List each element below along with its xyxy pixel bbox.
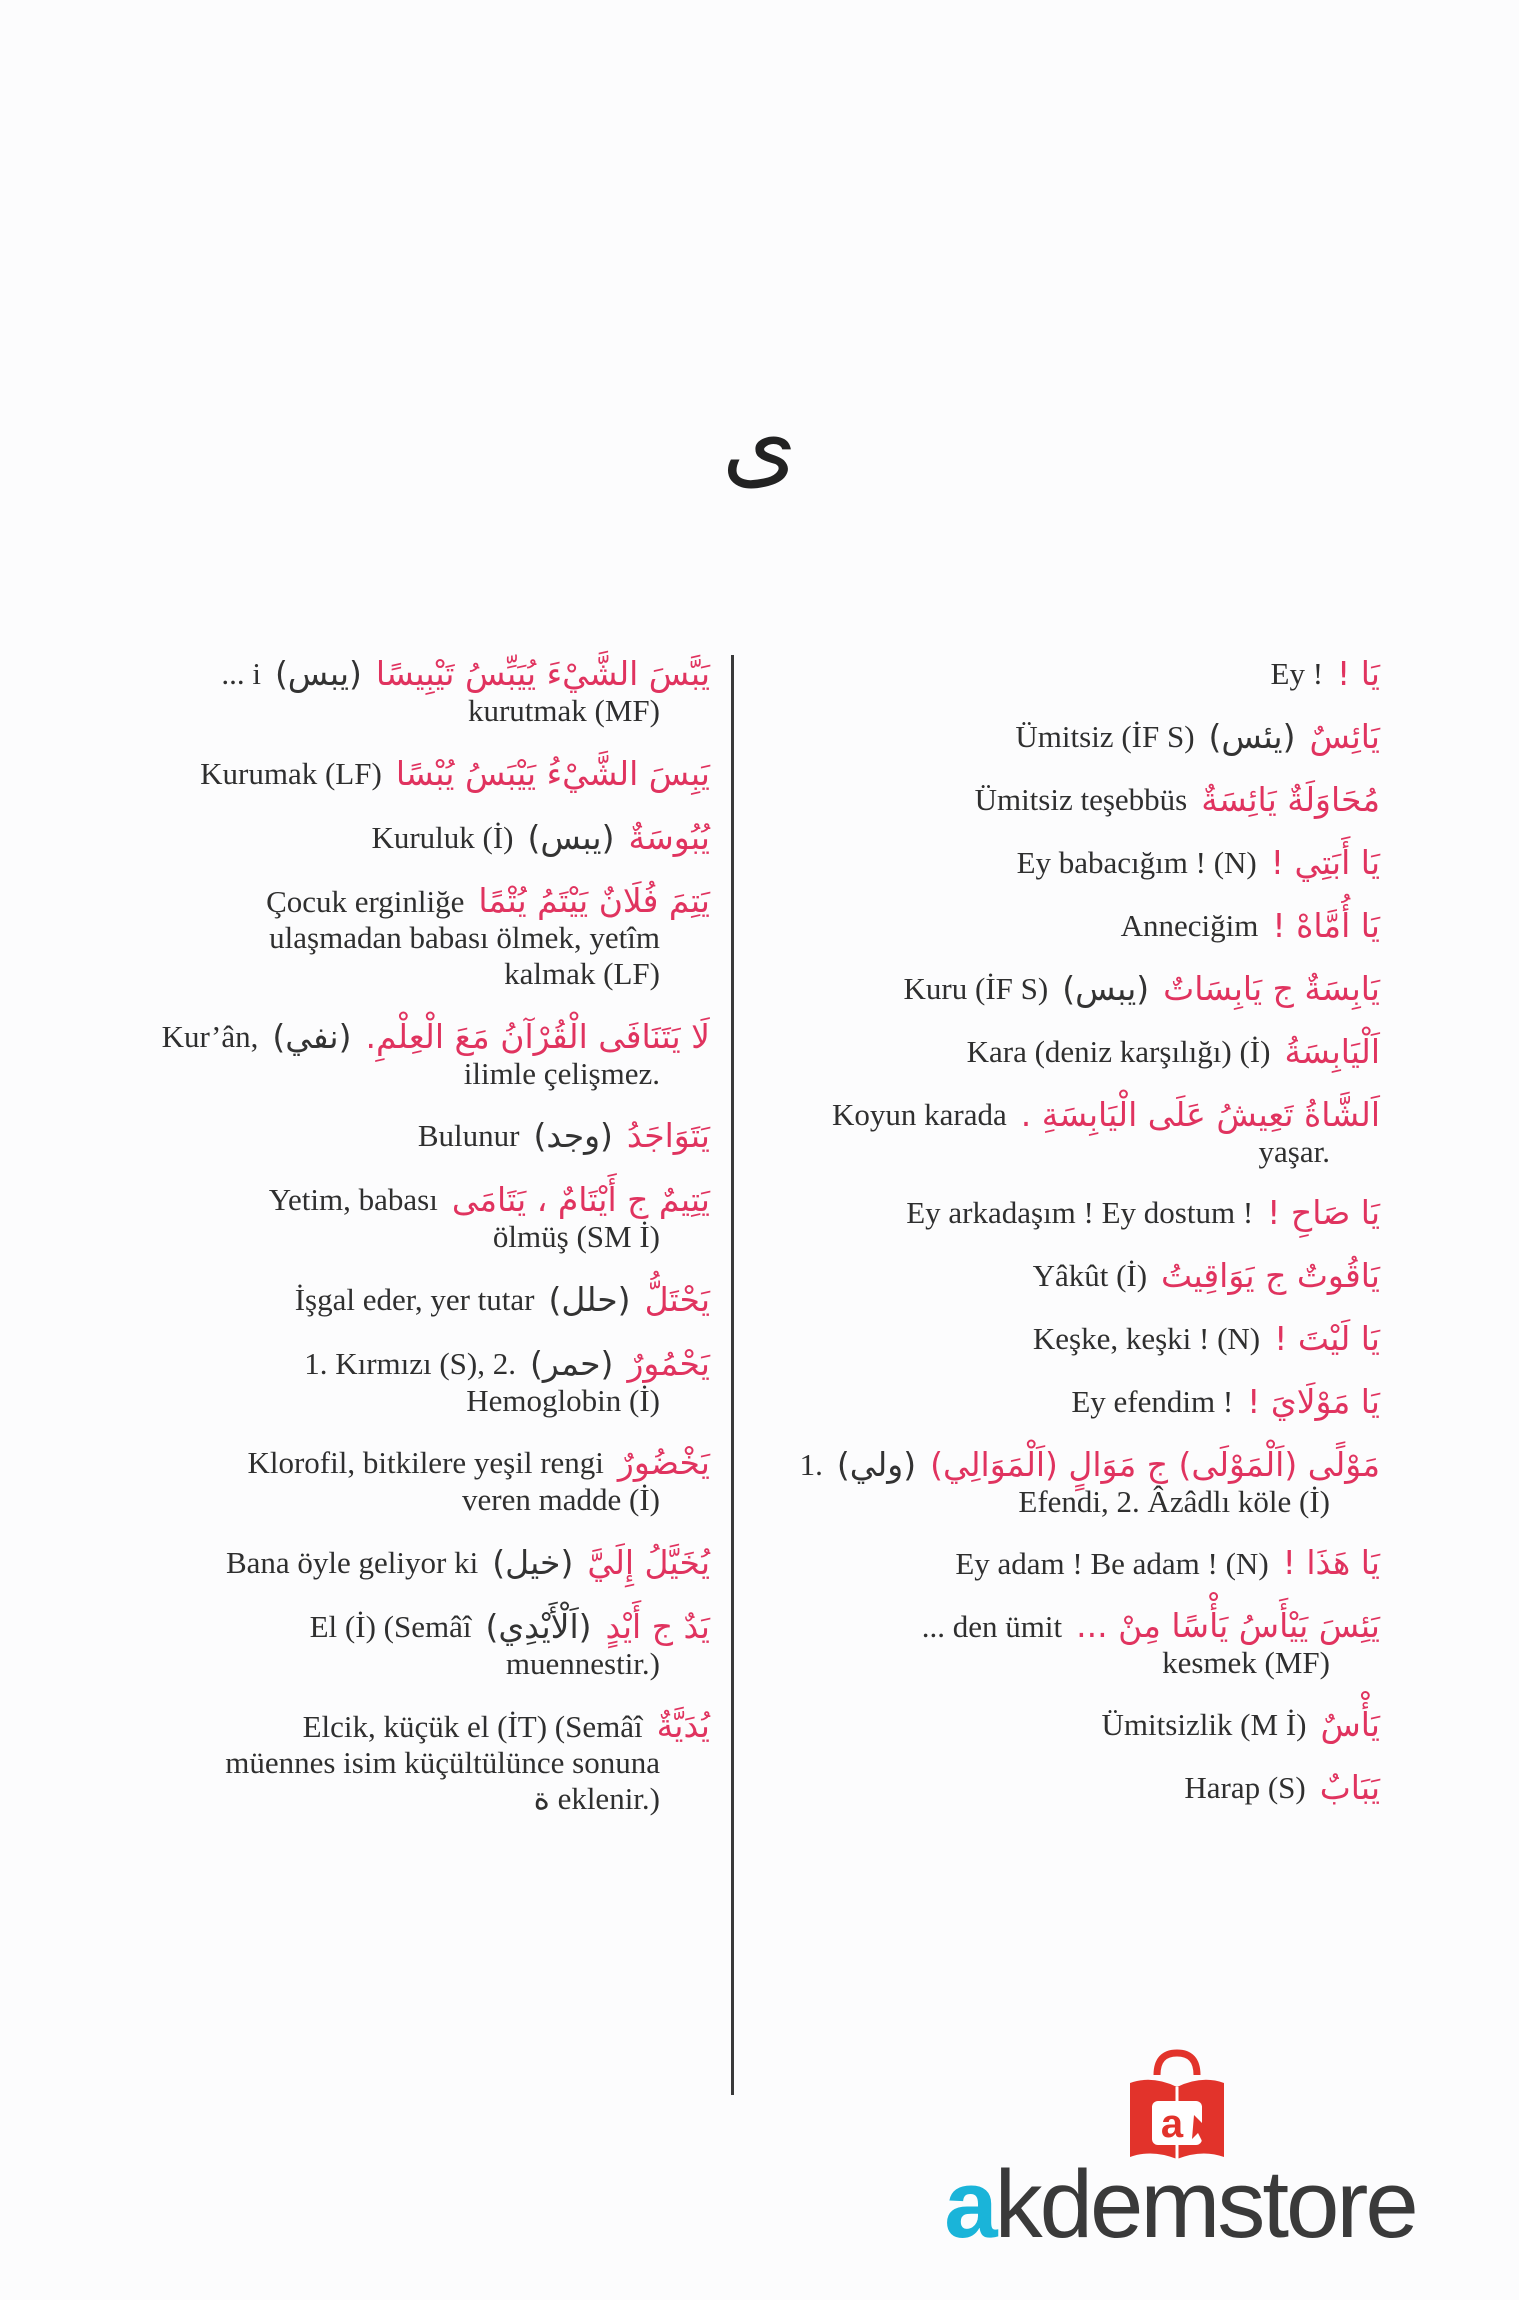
arabic-headword: يُدَيَّةٌ [656, 1706, 710, 1746]
turkish-meaning: ... den ümit [921, 1608, 1063, 1644]
arabic-headword: يَا أَبَتِي ! [1270, 842, 1380, 882]
arabic-headword: يَا ! [1337, 654, 1380, 693]
arabic-headword: يَخْضُورٌ [617, 1443, 710, 1483]
dictionary-entry [95, 1444, 710, 1518]
arabic-headword: يَتِمَ فُلَانٌ يَيْتَمُ يُتْمًا [478, 881, 710, 921]
entry-continuation: kurutmak (MF) [467, 692, 660, 728]
arabic-headword: يَا أُمَّاهْ ! [1272, 905, 1380, 945]
entry-line [770, 1257, 1380, 1295]
arabic-headword: يَئِسَ يَيْأَسُ يَأْسًا مِنْ ... [1076, 1606, 1380, 1646]
turkish-meaning: Kuruluk (İ) [371, 819, 514, 855]
dictionary-entry [95, 1117, 710, 1155]
dictionary-entry [770, 718, 1380, 756]
turkish-meaning: Kur’ân, [161, 1018, 259, 1054]
arabic-headword: يَتِيمٌ ج أَيْتَامٌ ، يَتَامَى [451, 1180, 710, 1220]
arabic-headword: يَا هَذَا ! [1282, 1543, 1380, 1583]
entry-line [770, 781, 1380, 819]
entry-line [770, 844, 1380, 882]
turkish-meaning: Ey efendim ! [1071, 1384, 1234, 1420]
arabic-root-note: (حلل) [548, 1279, 631, 1319]
turkish-meaning: Bulunur [417, 1118, 520, 1154]
left-column [95, 655, 710, 1843]
arabic-headword: يَبَّسَ الشَّيْءَ يُيَبِّسُ تَيْبِيسًا [375, 654, 710, 693]
entry-line [770, 655, 1380, 693]
turkish-meaning: Elcik, küçük el (İT) (Semâî [302, 1708, 643, 1744]
turkish-meaning: Anneciğim [1120, 907, 1259, 943]
turkish-meaning: Ümitsizlik (M İ) [1101, 1707, 1307, 1743]
turkish-meaning: Ey arkadaşım ! Ey dostum ! [906, 1195, 1254, 1231]
dictionary-entry [770, 970, 1380, 1008]
turkish-meaning: Bana öyle geliyor ki [225, 1545, 479, 1580]
entry-line [770, 1096, 1380, 1134]
arabic-root-note: (يبس) [274, 654, 362, 693]
arabic-root-note: (وجد) [533, 1116, 613, 1156]
dictionary-entry [95, 1018, 710, 1092]
dictionary-entry [95, 1544, 710, 1582]
entry-line [770, 1706, 1380, 1744]
arabic-root-note: (خيل) [492, 1542, 574, 1582]
entry-line [770, 1446, 1380, 1484]
entry-line [770, 1769, 1380, 1807]
dictionary-entry [95, 655, 710, 729]
arabic-root-note: (ولي) [836, 1444, 917, 1484]
arabic-headword: يَبَابٌ [1319, 1767, 1380, 1807]
entry-continuation: ulaşmadan babası ölmek, yetîm [269, 920, 660, 956]
dictionary-entry [770, 1706, 1380, 1744]
logo-wordmark [920, 2151, 1440, 2258]
column-divider [731, 655, 734, 2095]
entry-line [95, 1608, 710, 1646]
dictionary-entry [95, 819, 710, 857]
entry-line [95, 1345, 710, 1383]
dictionary-entry [770, 1769, 1380, 1807]
turkish-meaning: Ey ! [1270, 656, 1324, 692]
arabic-headword: يَا مَوْلَايَ ! [1247, 1381, 1380, 1421]
entry-line [95, 882, 710, 920]
arabic-root-note: (يئس) [1208, 716, 1296, 756]
arabic-headword: مُحَاوَلَةٌ يَائِسَةٌ [1201, 779, 1380, 819]
arabic-headword: يَأْسٌ [1320, 1704, 1380, 1744]
arabic-headword: يَدٌ ج أَيْدٍ [605, 1606, 710, 1646]
turkish-meaning: Ey adam ! Be adam ! (N) [955, 1545, 1269, 1581]
dictionary-entry [770, 1194, 1380, 1232]
arabic-headword: يُخَيَّلُ إِلَيَّ [587, 1542, 710, 1582]
arabic-headword: يَائِسٌ [1309, 716, 1380, 756]
arabic-headword: يُبُوسَةٌ [628, 817, 710, 857]
entry-line [95, 1707, 710, 1745]
entry-continuation: Efendi, 2. Âzâdlı köle (İ) [1018, 1483, 1330, 1519]
dictionary-entry [770, 1033, 1380, 1071]
dictionary-entry [95, 755, 710, 793]
dictionary-entry [95, 1181, 710, 1255]
turkish-meaning: Ümitsiz (İF S) [1015, 719, 1195, 755]
dictionary-entry [770, 1096, 1380, 1170]
turkish-meaning: Yetim, babası [268, 1182, 438, 1218]
entry-continuation: ة eklenir.) [533, 1780, 660, 1816]
arabic-headword: يَا لَيْتَ ! [1274, 1319, 1380, 1359]
turkish-meaning: Çocuk erginliğe [266, 883, 465, 919]
arabic-root-note: (اَلْأَيْدِي) [485, 1606, 592, 1646]
arabic-headword: يَحْتَلُّ [644, 1279, 710, 1319]
arabic-root-note: (نفي) [272, 1016, 352, 1056]
shopping-bag-book-icon [1122, 2045, 1232, 2165]
arabic-root-note: (يبس) [1062, 968, 1150, 1008]
logo-icon-letter: a [1160, 2102, 1184, 2146]
entry-continuation: ilimle çelişmez. [463, 1055, 660, 1091]
turkish-meaning: Harap (S) [1184, 1770, 1306, 1806]
entry-line [95, 1281, 710, 1319]
dictionary-entry [770, 907, 1380, 945]
logo-wordmark-rest: kdemstore [994, 2151, 1416, 2258]
entry-continuation: kalmak (LF) [504, 956, 660, 992]
dictionary-entry [770, 1446, 1380, 1520]
turkish-meaning: Klorofil, bitkilere yeşil rengi [247, 1445, 604, 1481]
dictionary-entry [770, 1257, 1380, 1295]
logo-wordmark-a: a [944, 2151, 995, 2258]
entry-line [770, 1383, 1380, 1421]
entry-continuation: muennestir.) [505, 1645, 660, 1681]
turkish-meaning: 1. Kırmızı (S), 2. [304, 1345, 516, 1381]
entry-line [770, 1544, 1380, 1582]
turkish-meaning: ... i [221, 656, 261, 692]
entry-continuation: veren madde (İ) [462, 1482, 660, 1518]
dictionary-entry [770, 1607, 1380, 1681]
dictionary-entry [770, 1320, 1380, 1358]
entry-line [95, 1117, 710, 1155]
entry-line [95, 755, 710, 793]
entry-line [95, 1181, 710, 1219]
turkish-meaning: Kuru (İF S) [903, 970, 1049, 1006]
turkish-meaning: El (İ) (Semâî [309, 1608, 472, 1644]
dictionary-entry [95, 1281, 710, 1319]
arabic-headword: يَاقُوتٌ ج يَوَاقِيتُ [1161, 1256, 1380, 1296]
entry-continuation: Hemoglobin (İ) [466, 1382, 660, 1418]
entry-line [770, 1033, 1380, 1071]
entry-line [770, 1194, 1380, 1232]
entry-line [770, 970, 1380, 1008]
right-column [770, 655, 1380, 1832]
turkish-meaning: Koyun karada [831, 1096, 1007, 1132]
entry-line [95, 1018, 710, 1056]
dictionary-entry [95, 1707, 710, 1816]
turkish-meaning: Keşke, keşki ! (N) [1032, 1321, 1261, 1357]
arabic-headword: يَبِسَ الشَّيْءُ يَيْبَسُ يُبْسًا [395, 753, 710, 793]
arabic-headword: اَلْيَابِسَةُ [1284, 1031, 1380, 1071]
arabic-root-note: (يبس) [527, 817, 615, 857]
entry-line [770, 1320, 1380, 1358]
turkish-meaning: Ey babacığım ! (N) [1016, 844, 1257, 880]
entry-line [95, 819, 710, 857]
entry-continuation: müennes isim küçültülünce sonuna [225, 1745, 660, 1781]
akdemstore-logo [920, 2045, 1440, 2258]
dictionary-entry [95, 1345, 710, 1419]
arabic-headword: يَتَوَاجَدُ [626, 1116, 710, 1156]
dictionary-entry [770, 1544, 1380, 1582]
entry-line [95, 1444, 710, 1482]
entry-line [770, 1607, 1380, 1645]
dictionary-entry [770, 1383, 1380, 1421]
arabic-headword: لَا يَتَنَافَى الْقُرْآنُ مَعَ الْعِلْمِ. [365, 1016, 710, 1056]
arabic-headword: يَابِسَةٌ ج يَابِسَاتٌ [1163, 968, 1380, 1008]
entry-continuation: ölmüş (SM İ) [492, 1219, 660, 1255]
section-letter: ی [721, 387, 798, 499]
arabic-headword: يَحْمُورٌ [627, 1343, 710, 1383]
turkish-meaning: Ümitsiz teşebbüs [974, 782, 1188, 818]
turkish-meaning: Kurumak (LF) [200, 755, 382, 791]
turkish-meaning: Kara (deniz karşılığı) (İ) [966, 1033, 1271, 1069]
arabic-headword: يَا صَاحِ ! [1267, 1193, 1380, 1233]
arabic-root-note: (حمر) [530, 1343, 614, 1383]
dictionary-entry [95, 1608, 710, 1682]
entry-line [95, 655, 710, 693]
entry-continuation: kesmek (MF) [1162, 1645, 1330, 1681]
arabic-headword: اَلشَّاةُ تَعِيشُ عَلَى الْيَابِسَةِ . [1020, 1094, 1380, 1134]
dictionary-entry [770, 781, 1380, 819]
dictionary-entry [770, 655, 1380, 693]
turkish-meaning: 1. [799, 1447, 823, 1483]
entry-line [770, 907, 1380, 945]
entry-continuation: yaşar. [1258, 1133, 1330, 1169]
dictionary-entry [95, 882, 710, 991]
arabic-headword: مَوْلًى (اَلْمَوْلَى) ج مَوَالٍ (اَلْمَوَالِي) [930, 1444, 1380, 1484]
turkish-meaning: İşgal eder, yer tutar [294, 1281, 535, 1317]
dictionary-entry [770, 844, 1380, 882]
turkish-meaning: Yâkût (İ) [1032, 1258, 1148, 1294]
entry-line [770, 718, 1380, 756]
entry-line [95, 1544, 710, 1582]
